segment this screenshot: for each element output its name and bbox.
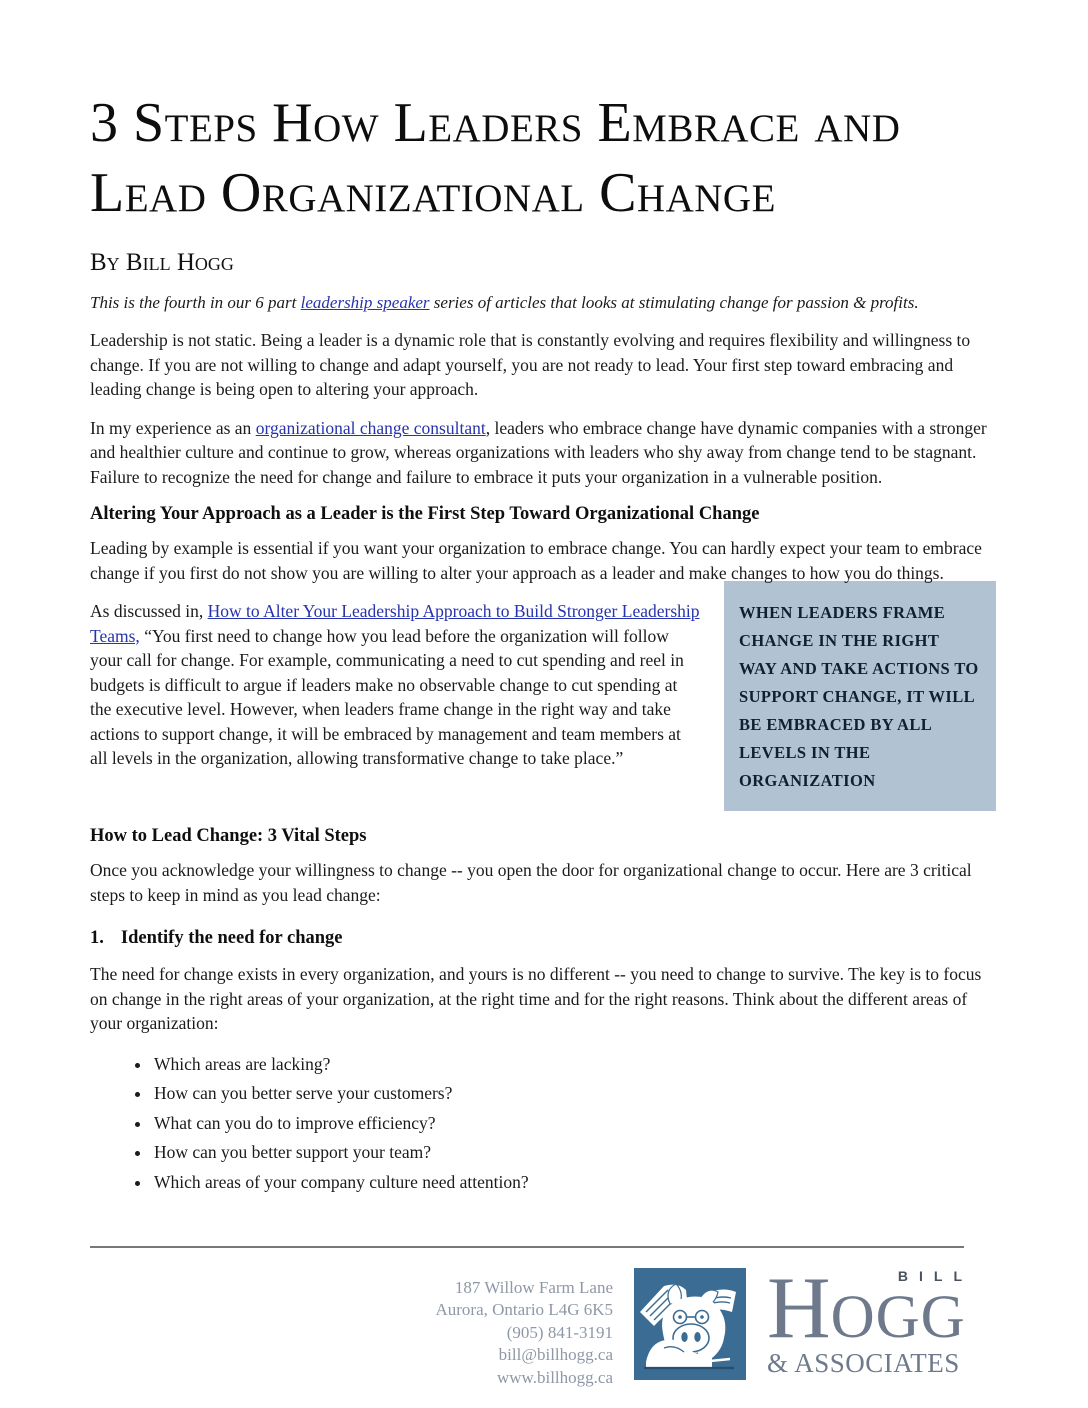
title-line-1: 3 Steps How Leaders Embrace and: [90, 92, 901, 154]
paragraph-leading-example: Leading by example is essential if you want your organization to embrace change. You can hardly expect your team to embrace change if you first do not show you are willing to alter your approach as a leader and make changes to how you do things.: [90, 538, 982, 583]
heading-lead-change: How to Lead Change: 3 Vital Steps: [90, 826, 367, 846]
org-change-consultant-link[interactable]: organizational change consultant: [255, 417, 486, 438]
footer-divider: [90, 1246, 964, 1248]
byline: By Bill Hogg: [90, 249, 234, 276]
address-line-city: Aurora, Ontario L4G 6K5: [435, 1300, 613, 1319]
paragraph-experience: [90, 416, 996, 490]
address-line-email: bill@billhogg.ca: [498, 1345, 613, 1364]
bullet-item: • What can you do to improve efficiency?: [152, 1111, 996, 1135]
logo-bill: BILL: [897, 1267, 973, 1284]
bullet-item: • Which areas of your company culture need attention?: [152, 1170, 996, 1194]
paragraph-need-for-change: The need for change exists in every organization, and yours is no different -- you need to change to survive. The key is to focus on change in the right areas of your organization, at the right time and for the right reasons. Think about the different areas of your organization:: [90, 964, 982, 1033]
address-line-phone: (905) 841-3191: [506, 1322, 613, 1342]
experience-text-post: , leaders who embrace change have dynamic companies with a stronger and healthier culture and continue to grow, whereas organizations with leaders who shy away from change tend to be stagnant. Failure to recognize the need for change and failure to embrace it puts your organization in a vulnerable position.: [90, 417, 987, 487]
intro-note: [90, 292, 996, 314]
logo-hogg-rest: OGG: [830, 1283, 966, 1351]
bullet-item: • Which areas are lacking?: [152, 1052, 996, 1076]
experience-text-pre: In my experience as an: [90, 417, 256, 438]
bullet-list: [90, 1052, 996, 1194]
logo-hogg-initial: H: [767, 1259, 831, 1357]
company-logo-text: [767, 1259, 973, 1379]
logo-associates: & ASSOCIATES: [767, 1347, 960, 1378]
as-discussed-text-post: “You first need to change how you lead before the organization will follow your call for change. For example, communicating a need to cut spending and reel in budgets is difficult to argue if leaders make no observable change to cut spending at the executive level. However, when leaders frame change in the right way and take actions to support change, it will be embraced by management and team members at all levels in the organization, allowing transformative change to take place.”: [90, 625, 684, 768]
pull-quote-callout: WHEN LEADERS FRAME CHANGE IN THE RIGHT WAY AND TAKE ACTIONS TO SUPPORT CHANGE, IT WILL BE EMBRACED BY ALL LEVELS IN THE ORGANIZATION: [724, 581, 996, 811]
address-line-website: www.billhogg.ca: [497, 1367, 613, 1387]
footer-address: [435, 1268, 613, 1390]
title-line-2: Lead Organizational Change: [90, 162, 776, 224]
pig-logo-icon: [634, 1268, 746, 1382]
paragraph-leadership-static: Leadership is not static. Being a leader is a dynamic role that is constantly evolving and requires flexibility and willingness to change. If you are not willing to change and adapt yourself, you are not ready to lead. Your first step toward embracing and leading change is being open to altering your approach.: [90, 330, 971, 399]
page-title: [90, 88, 996, 228]
as-discussed-text-pre: As discussed in,: [90, 601, 208, 621]
paragraph-once-acknowledge: Once you acknowledge your willingness to change -- you open the door for organizational change to occur. Here are 3 critical steps to keep in mind as you lead change:: [90, 860, 972, 905]
bullet-item: • How can you better support your team?: [152, 1140, 996, 1164]
leadership-speaker-link[interactable]: leadership speaker: [300, 293, 430, 312]
address-line-street: 187 Willow Farm Lane: [454, 1277, 613, 1297]
intro-text-pre: This is the fourth in our 6 part: [90, 293, 301, 312]
quote-section: [90, 599, 996, 821]
step-1-label: Identify the need for change: [120, 928, 343, 948]
bullet-item: • How can you better serve your customers?: [152, 1081, 996, 1105]
alter-leadership-approach-link[interactable]: How to Alter Your Leadership Approach to Build Stronger Leadership Teams,: [90, 601, 700, 646]
footer-content: [90, 1259, 973, 1390]
heading-altering-approach: Altering Your Approach as a Leader is the First Step Toward Organizational Change: [90, 504, 760, 524]
step-1-heading: [90, 927, 996, 950]
intro-text-post: series of articles that looks at stimulating change for passion & profits.: [429, 293, 919, 312]
step-1-number: 1.: [90, 928, 104, 948]
page-footer: [90, 1246, 996, 1390]
